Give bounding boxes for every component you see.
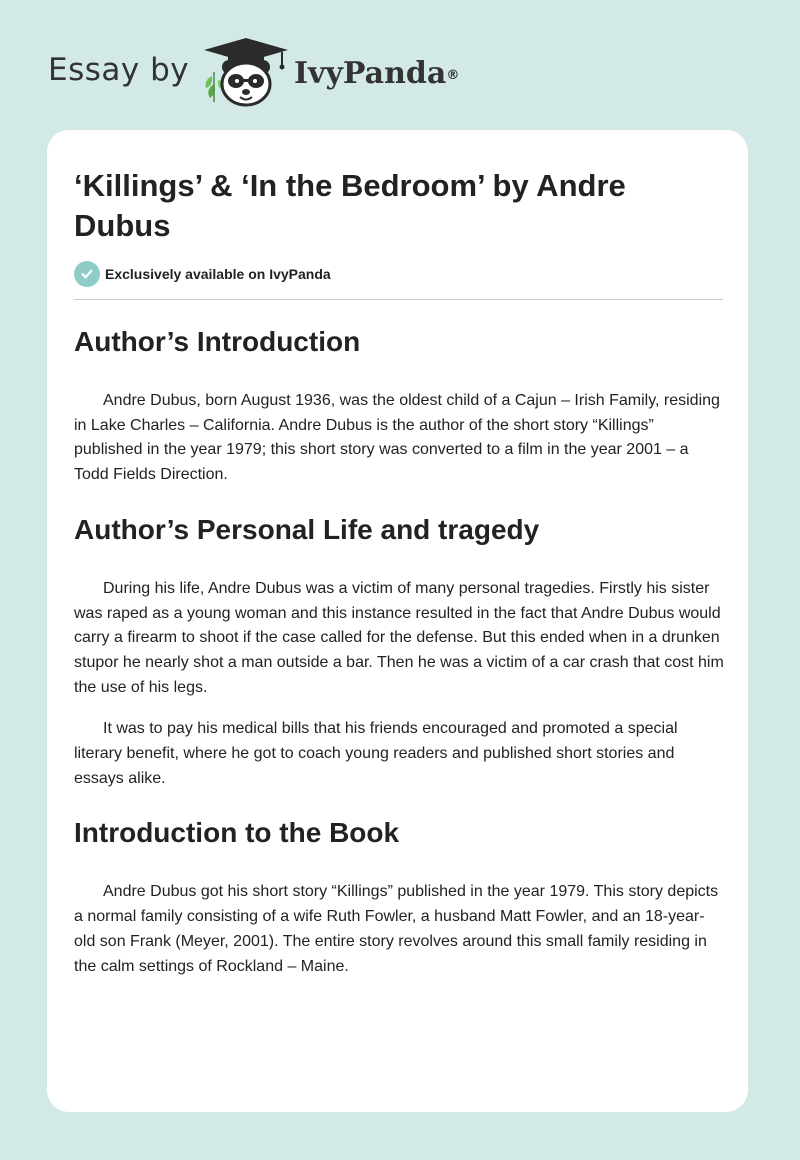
section-paragraph: Andre Dubus, born August 1936, was the oldest child of a Cajun – Irish Family, residing in Lake Charles – California. Andre Dubus is the author of the short story “Killings” published in the year 1979; this short story was converted to a film in the year 2001 – a Todd Fields Direction. — [74, 392, 720, 484]
title-divider — [74, 299, 723, 300]
section-paragraph: Andre Dubus got his short story “Killings” published in the year 1979. This story depicts a normal family consisting of a wife Ruth Fowler, a husband Matt Fowler, and an 18-year-old son Frank (Meyer, 2001). The entire story revolves around this small family residing in the calm settings of Rockland – Maine. — [74, 883, 719, 975]
check-circle-icon — [74, 261, 100, 287]
exclusive-label: Exclusively available on IvyPanda — [105, 266, 331, 282]
brand-name-text: IvyPanda — [294, 56, 447, 91]
essay-title: ‘Killings’ & ‘In the Bedroom’ by Andre Dubus — [74, 168, 626, 243]
section-paragraph: During his life, Andre Dubus was a victim of many personal tragedies. Firstly his sister was raped as a young woman and this instance resulted in the fact that Andre Dubus would carry a firearm to shoot if the case called for the defense. But this ended when in a drunken stupor he nearly shot a man outside a bar. Then he was a victim of a car crash that cost him the use of his legs. — [74, 579, 724, 696]
registered-mark: ® — [446, 68, 460, 83]
brand-name[interactable] — [294, 54, 459, 94]
essay-content — [74, 166, 724, 979]
site-header — [0, 0, 800, 120]
essay-card — [47, 130, 748, 1112]
section-heading-personal-life: Author’s Personal Life and tragedy — [74, 513, 540, 545]
section-heading-introduction-to-book: Introduction to the Book — [74, 817, 400, 849]
exclusive-badge — [74, 260, 724, 288]
section-heading-authors-introduction: Author’s Introduction — [74, 326, 361, 357]
section-paragraph: It was to pay his medical bills that his friends encouraged and promoted a special literary benefit, where he got to coach young readers and published short stories and essays alike. — [74, 720, 678, 787]
essay-by-label: Essay by — [48, 52, 190, 88]
panda-graduate-logo-icon[interactable] — [200, 36, 292, 108]
